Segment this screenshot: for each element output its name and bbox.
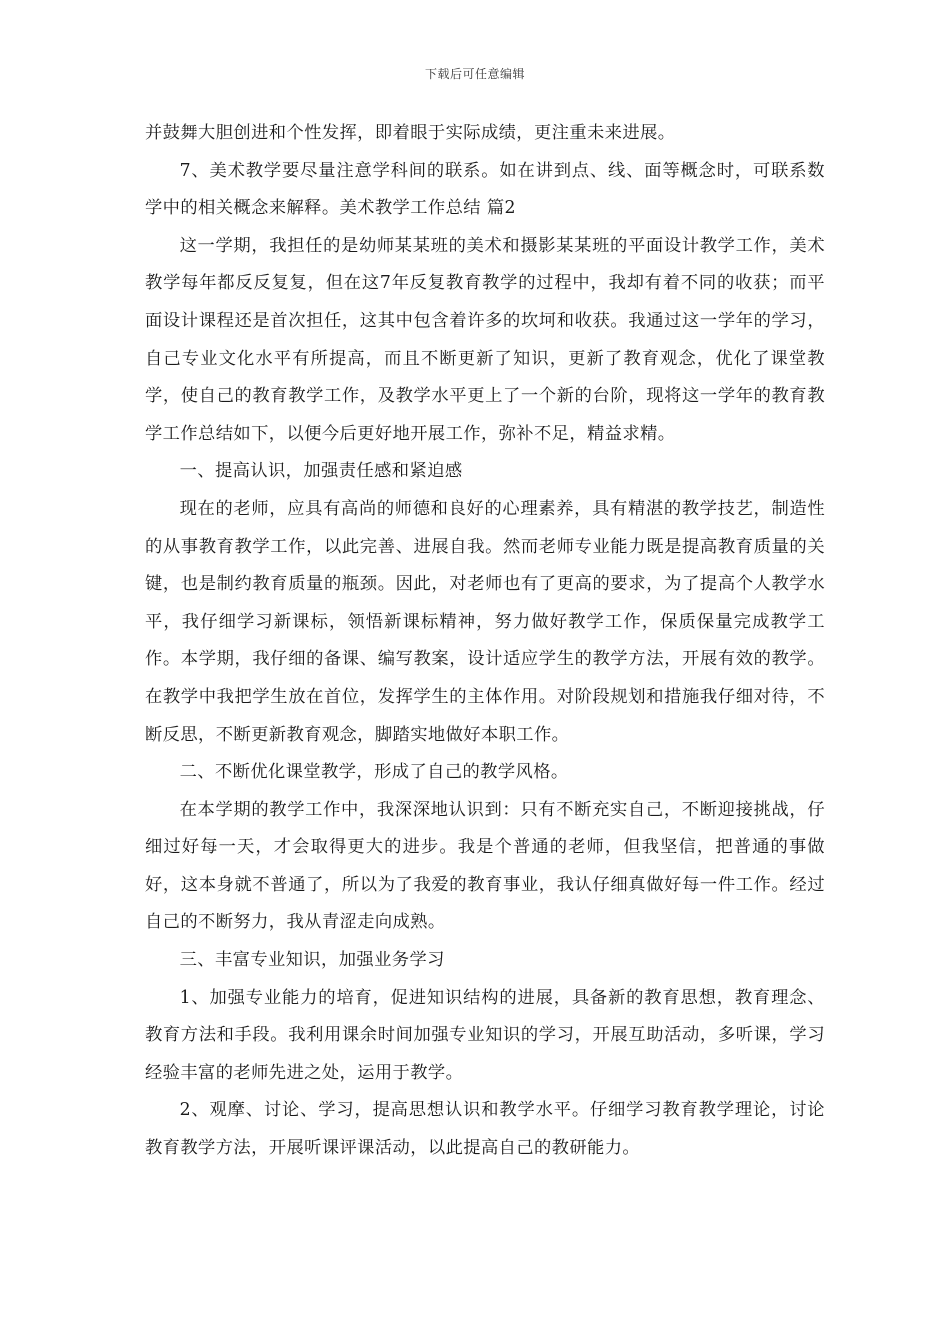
document-body <box>145 115 825 1168</box>
paragraph-7: 2、观摩、讨论、学习，提高思想认识和教学水平。仔细学习教育教学理论，讨论教育教学方法，开展听课评课活动，以此提高自己的教研能力。 <box>145 1100 825 1159</box>
paragraph-4: 现在的老师，应具有高尚的师德和良好的心理素养，具有精湛的教学技艺，制造性的从事教育教学工作，以此完善、进展自我。然而老师专业能力既是提高教育质量的关键，也是制约教育质量的瓶颈。因此，对老师也有了更高的要求，为了提高个人教学水平，我仔细学习新课标，领悟新课标精神，努力做好教学工作，保质保量完成教学工作。本学期，我仔细的备课、编写教案，设计适应学生的教学方法，开展有效的教学。在教学中我把学生放在首位，发挥学生的主体作用。对阶段规划和措施我仔细对待，不断反思，不断更新教育观念，脚踏实地做好本职工作。 <box>145 498 825 745</box>
paragraph-1: 并鼓舞大胆创进和个性发挥，即着眼于实际成绩，更注重未来进展。 <box>145 123 676 143</box>
paragraph-2: 7、美术教学要尽量注意学科间的联系。如在讲到点、线、面等概念时，可联系数学中的相关概念来解释。美术教学工作总结 篇2 <box>145 160 825 219</box>
section-heading-2: 二、不断优化课堂教学，形成了自己的教学风格。 <box>179 762 569 783</box>
page-header: 下载后可任意编辑 <box>424 67 525 81</box>
paragraph-3: 这一学期，我担任的是幼师某某班的美术和摄影某某班的平面设计教学工作，美术教学每年都反反复复，但在这7年反复教育教学的过程中，我却有着不同的收获；而平面设计课程还是首次担任，这其中包含着许多的坎坷和收获。我通过这一学年的学习，自己专业文化水平有所提高，而且不断更新了知识，更新了教育观念，优化了课堂教学，使自己的教育教学工作，及教学水平更上了一个新的台阶，现将这一学年的教育教学工作总结如下，以便今后更好地开展工作，弥补不足，精益求精。 <box>145 235 825 444</box>
paragraph-6: 1、加强专业能力的培育，促进知识结构的进展，具备新的教育思想，教育理念、教育方法和手段。我利用课余时间加强专业知识的学习，开展互助活动，多听课，学习经验丰富的老师先进之处，运用于教学。 <box>145 987 825 1083</box>
paragraph-5: 在本学期的教学工作中，我深深地认识到：只有不断充实自己，不断迎接挑战，仔细过好每一天，才会取得更大的进步。我是个普通的老师，但我坚信，把普通的事做好，这本身就不普通了，所以为了我爱的教育事业，我认仔细真做好每一件工作。经过自己的不断努力，我从青涩走向成熟。 <box>145 799 825 933</box>
section-heading-3: 三、丰富专业知识，加强业务学习 <box>179 950 445 971</box>
section-heading-1: 一、提高认识，加强责任感和紧迫感 <box>179 461 463 482</box>
